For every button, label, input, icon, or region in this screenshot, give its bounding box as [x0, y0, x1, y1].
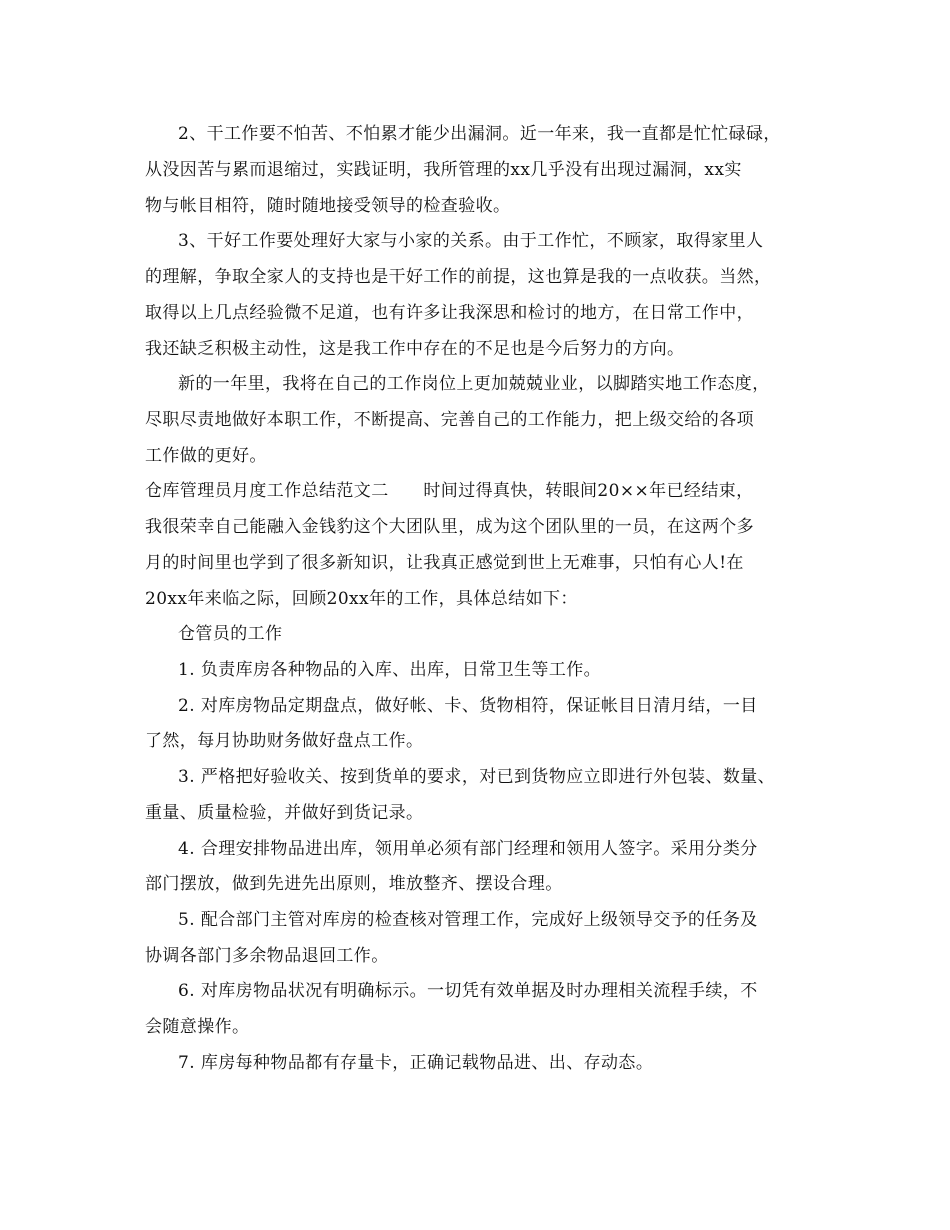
text-line: 我还缺乏积极主动性，这是我工作中存在的不足也是今后努力的方向。	[145, 339, 685, 359]
text-line: 新的一年里，我将在自己的工作岗位上更加兢兢业业，以脚踏实地工作态度，	[178, 374, 770, 394]
list-item: 1. 负责库房各种物品的入库、出库，日常卫生等工作。	[178, 660, 602, 680]
text-line: 的理解，争取全家人的支持也是干好工作的前提，这也算是我的一点收获。当然，	[145, 267, 772, 287]
text-line: 从没因苦与累而退缩过，实践证明，我所管理的xx几乎没有出现过漏洞，xx实	[145, 160, 742, 180]
text-line: 尽职尽责地做好本职工作，不断提高、完善自己的工作能力，把上级交给的各项	[145, 410, 754, 430]
text-line: 协调各部门多余物品退回工作。	[145, 946, 389, 966]
text-line: 我很荣幸自己能融入金钱豹这个大团队里，成为这个团队里的一员，在这两个多	[145, 517, 754, 537]
list-item: 7. 库房每种物品都有存量卡，正确记载物品进、出、存动态。	[178, 1053, 654, 1073]
list-item: 4. 合理安排物品进出库，领用单必须有部门经理和领用人签字。采用分类分	[178, 839, 758, 859]
text-line: 3、干好工作要处理好大家与小家的关系。由于工作忙，不顾家，取得家里人	[178, 231, 764, 251]
text-line: 物与帐目相符，随时随地接受领导的检查验收。	[145, 196, 511, 216]
section-heading-line: 仓库管理员月度工作总结范文二 时间过得真快，转眼间20××年已经结束，	[145, 481, 754, 501]
text-line: 工作做的更好。	[145, 446, 267, 466]
text-line: 取得以上几点经验微不足道，也有许多让我深思和检讨的地方，在日常工作中，	[145, 303, 754, 323]
subheading-line: 仓管员的工作	[178, 624, 283, 644]
text-line: 月的时间里也学到了很多新知识，让我真正感觉到世上无难事，只怕有心人!在	[145, 553, 744, 573]
text-line: 了然，每月协助财务做好盘点工作。	[145, 731, 424, 751]
text-line: 部门摆放，做到先进先出原则，堆放整齐、摆设合理。	[145, 874, 563, 894]
list-item: 5. 配合部门主管对库房的检查核对管理工作，完成好上级领导交予的任务及	[178, 910, 758, 930]
text-line: 20xx年来临之际，回顾20xx年的工作，具体总结如下：	[145, 589, 578, 609]
text-line: 2、干工作要不怕苦、不怕累才能少出漏洞。近一年来，我一直都是忙忙碌碌，	[178, 124, 781, 144]
text-line: 重量、质量检验，并做好到货记录。	[145, 803, 424, 823]
list-item: 6. 对库房物品状况有明确标示。一切凭有效单据及时办理相关流程手续，不	[178, 981, 758, 1001]
list-item: 3. 严格把好验收关、按到货单的要求，对已到货物应立即进行外包装、数量、	[178, 767, 776, 787]
list-item: 2. 对库房物品定期盘点，做好帐、卡、货物相符，保证帐目日清月结，一目	[178, 696, 758, 716]
text-line: 会随意操作。	[145, 1017, 250, 1037]
